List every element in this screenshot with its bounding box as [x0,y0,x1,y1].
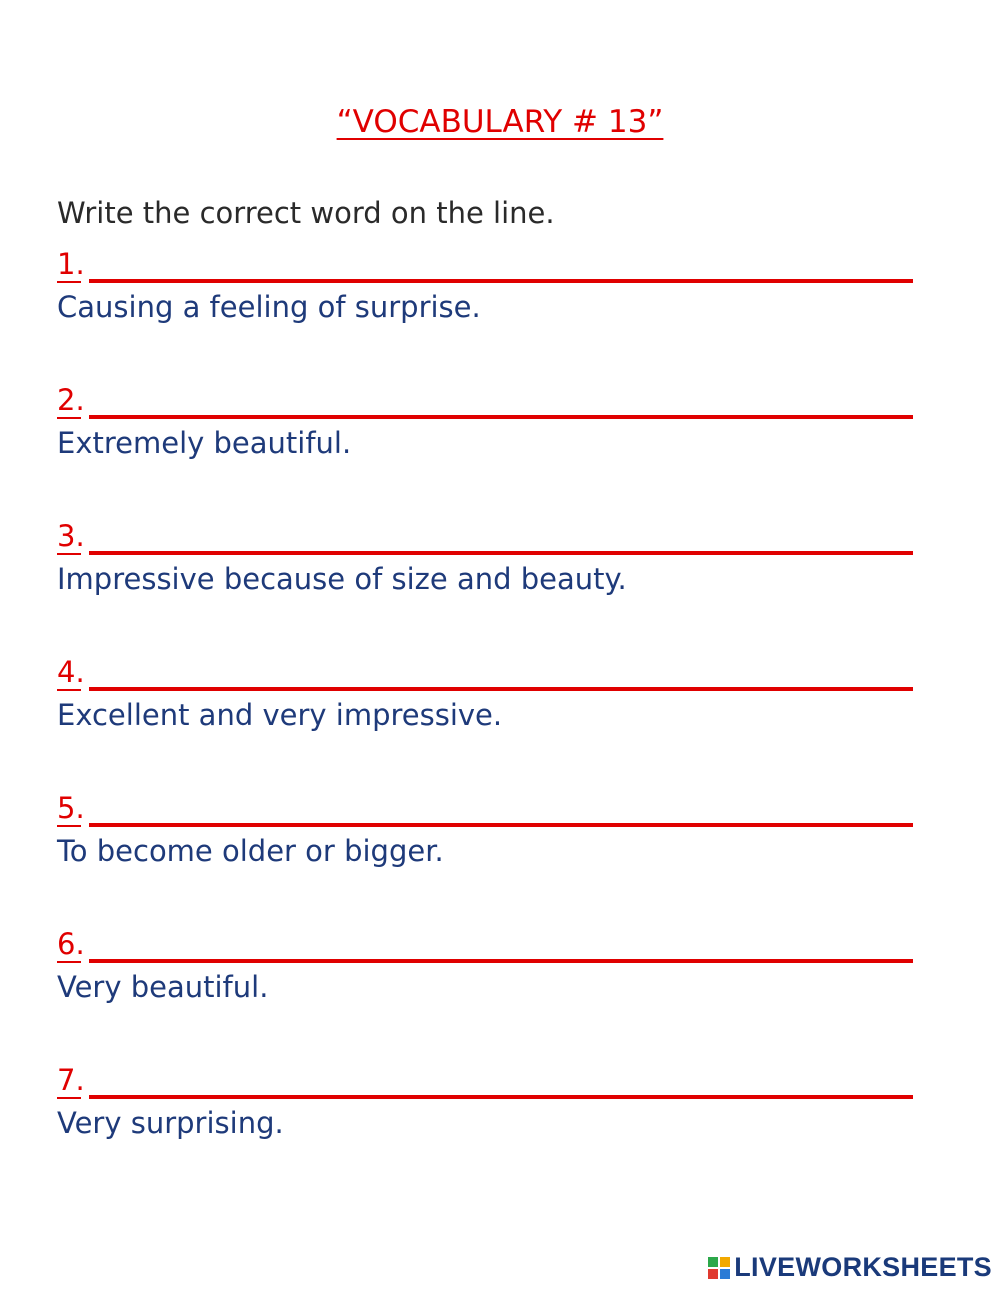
liveworksheets-logo [708,1252,992,1283]
vocab-item-6 [57,925,913,1005]
item-definition: Extremely beautiful. [57,426,352,460]
answer-line-2[interactable] [57,381,913,419]
instruction-text: Write the correct word on the line. [57,196,555,230]
answer-underline [89,959,913,963]
answer-underline [89,823,913,827]
answer-line-1[interactable] [57,245,913,283]
worksheet-title-text: “VOCABULARY # 13” [336,104,664,140]
vocab-item-4 [57,653,913,733]
vocab-item-7 [57,1061,913,1141]
liveworksheets-icon [708,1257,730,1279]
answer-underline [89,687,913,691]
answer-underline [89,551,913,555]
answer-line-5[interactable] [57,789,913,827]
number-underline [57,553,81,555]
item-definition: Excellent and very impressive. [57,698,503,732]
item-number: 1. [57,247,85,281]
item-definition: Causing a feeling of surprise. [57,290,481,324]
number-underline [57,417,81,419]
number-underline [57,825,81,827]
number-underline [57,281,81,283]
item-definition: To become older or bigger. [57,834,444,868]
number-underline [57,689,81,691]
vocab-item-5 [57,789,913,869]
answer-underline [89,1095,913,1099]
answer-line-6[interactable] [57,925,913,963]
brand-name: LIVEWORKSHEETS [734,1252,992,1282]
number-underline [57,1097,81,1099]
item-definition: Very surprising. [57,1106,284,1140]
answer-line-3[interactable] [57,517,913,555]
item-number: 6. [57,927,85,961]
item-number: 7. [57,1063,85,1097]
answer-underline [89,279,913,283]
item-definition: Impressive because of size and beauty. [57,562,627,596]
item-number: 3. [57,519,85,553]
worksheet-title [0,104,1000,140]
vocab-item-2 [57,381,913,461]
answer-line-7[interactable] [57,1061,913,1099]
answer-line-4[interactable] [57,653,913,691]
number-underline [57,961,81,963]
answer-underline [89,415,913,419]
item-definition: Very beautiful. [57,970,269,1004]
item-number: 2. [57,383,85,417]
vocab-item-1 [57,245,913,325]
item-number: 4. [57,655,85,689]
item-number: 5. [57,791,85,825]
vocab-item-3 [57,517,913,597]
